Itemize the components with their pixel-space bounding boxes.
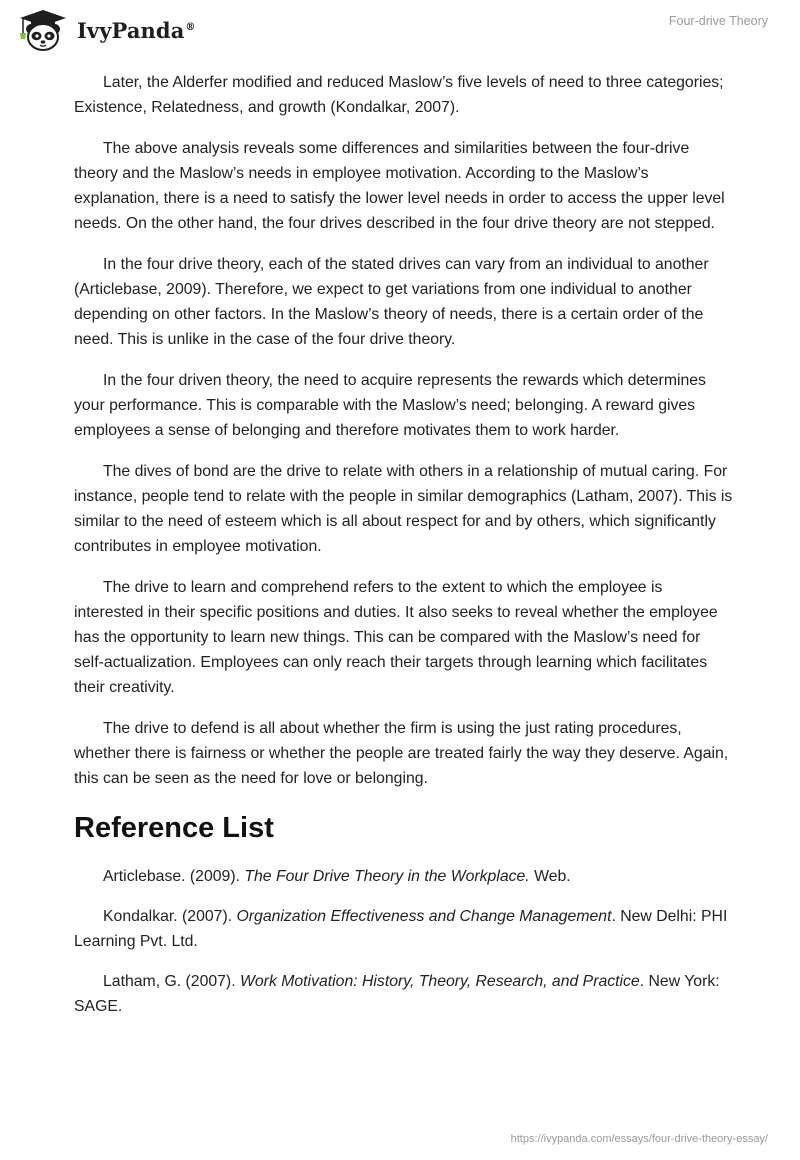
reference-item: Latham, G. (2007). Work Motivation: History, Theory, Research, and Practice. New York: SAGE. [74, 973, 720, 1015]
body-paragraph: The dives of bond are the drive to relate with others in a relationship of mutual caring. For instance, people tend to relate with the people in similar demographics (Latham, 2007). This is similar to the need of esteem which is all about respect for and by others, which significantly contributes in employee motivation. [74, 463, 733, 555]
reference-title: Work Motivation: History, Theory, Research, and Practice [239, 973, 640, 990]
reference-item: Articlebase. (2009). The Four Drive Theory in the Workplace. Web. [103, 868, 571, 885]
source-url[interactable]: https://ivypanda.com/essays/four-drive-theory-essay/ [510, 1133, 768, 1145]
reference-title: The Four Drive Theory in the Workplace. [244, 868, 530, 885]
reference-title: Organization Effectiveness and Change Management [236, 908, 612, 925]
body-paragraph: Later, the Alderfer modified and reduced Maslow’s five levels of need to three categories; Existence, Relatedness, and growth (Kondalkar, 2007). [74, 74, 724, 116]
reference-list-heading: Reference List [74, 812, 274, 844]
document-title: Four-drive Theory [668, 14, 768, 28]
panda-graduation-icon [14, 9, 72, 51]
ivypanda-logo[interactable] [14, 9, 196, 51]
page-header [0, 0, 800, 60]
body-paragraph: In the four driven theory, the need to acquire represents the rewards which determines your performance. This is comparable with the Maslow’s need; belonging. A reward gives employees a sense of belonging and therefore motivates them to work harder. [74, 372, 706, 439]
body-paragraph: The above analysis reveals some differences and similarities between the four-drive theory and the Maslow’s needs in employee motivation. According to the Maslow’s explanation, there is a need to satisfy the lower level needs in order to access the upper level needs. On the other hand, the four drives described in the four drive theory are not stepped. [74, 140, 725, 232]
body-paragraph: The drive to learn and comprehend refers to the extent to which the employee is interested in their specific positions and duties. It also seeks to reveal whether the employee has the opportunity to learn new things. This can be compared with the Maslow’s need for self-actualization. Employees can only reach their targets through learning which facilitates their creativity. [74, 579, 718, 696]
body-paragraph: In the four drive theory, each of the stated drives can vary from an individual to another (Articlebase, 2009). Therefore, we expect to get variations from one individual to another depending on other factors. In the Maslow’s theory of needs, there is a certain order of the need. This is unlike in the case of the four drive theory. [74, 256, 709, 348]
logo-wordmark: IvyPanda® [77, 17, 196, 43]
body-paragraph: The drive to defend is all about whether the firm is using the just rating procedures, whether there is fairness or whether the people are treated fairly the way they deserve. Again, this can be seen as the need for love or belonging. [74, 720, 729, 787]
reference-item: Kondalkar. (2007). Organization Effectiveness and Change Management. New Delhi: PHI Learning Pvt. Ltd. [74, 908, 728, 950]
essay-content [74, 70, 734, 1034]
